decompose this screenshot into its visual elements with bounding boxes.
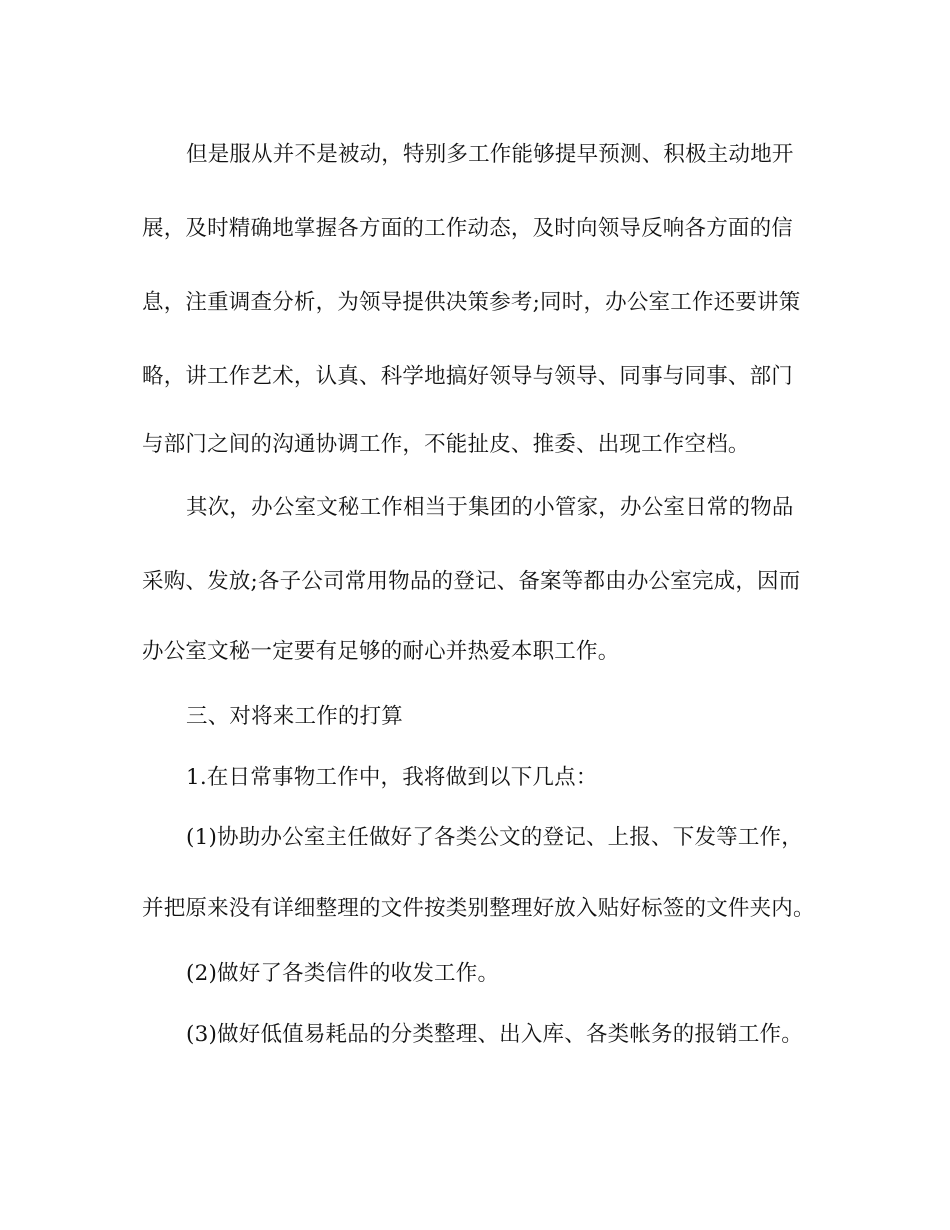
paragraph-1-line-2: 展，及时精确地掌握各方面的工作动态，及时向领导反响各方面的信 — [142, 216, 794, 241]
paragraph-2-line-3: 办公室文秘一定要有足够的耐心并热爱本职工作。 — [142, 639, 620, 664]
paragraph-2-line-2: 采购、发放;各子公司常用物品的登记、备案等都由办公室完成，因而 — [142, 569, 801, 594]
subitem-3: (3)做好低值易耗品的分类整理、出入库、各类帐务的报销工作。 — [186, 1022, 803, 1047]
paragraph-2-line-1: 其次，办公室文秘工作相当于集团的小管家，办公室日常的物品 — [186, 495, 794, 520]
subitem-1-line-1: (1)协助办公室主任做好了各类公文的登记、上报、下发等工作， — [186, 825, 803, 850]
subitem-1-line-2: 并把原来没有详细整理的文件按类别整理好放入贴好标签的文件夹内。 — [142, 896, 815, 921]
paragraph-1-line-1: 但是服从并不是被动，特别多工作能够提早预测、积极主动地开 — [186, 142, 794, 167]
paragraph-1-line-3: 息，注重调查分析，为领导提供决策参考;同时，办公室工作还要讲策 — [142, 290, 801, 315]
paragraph-1-line-4: 略，讲工作艺术，认真、科学地搞好领导与领导、同事与同事、部门 — [142, 364, 794, 389]
subitem-2: (2)做好了各类信件的收发工作。 — [186, 961, 500, 986]
item-1: 1.在日常事物工作中，我将做到以下几点： — [186, 765, 598, 790]
section-heading: 三、对将来工作的打算 — [186, 704, 404, 729]
paragraph-1-line-5: 与部门之间的沟通协调工作，不能扯皮、推委、出现工作空档。 — [142, 432, 750, 457]
